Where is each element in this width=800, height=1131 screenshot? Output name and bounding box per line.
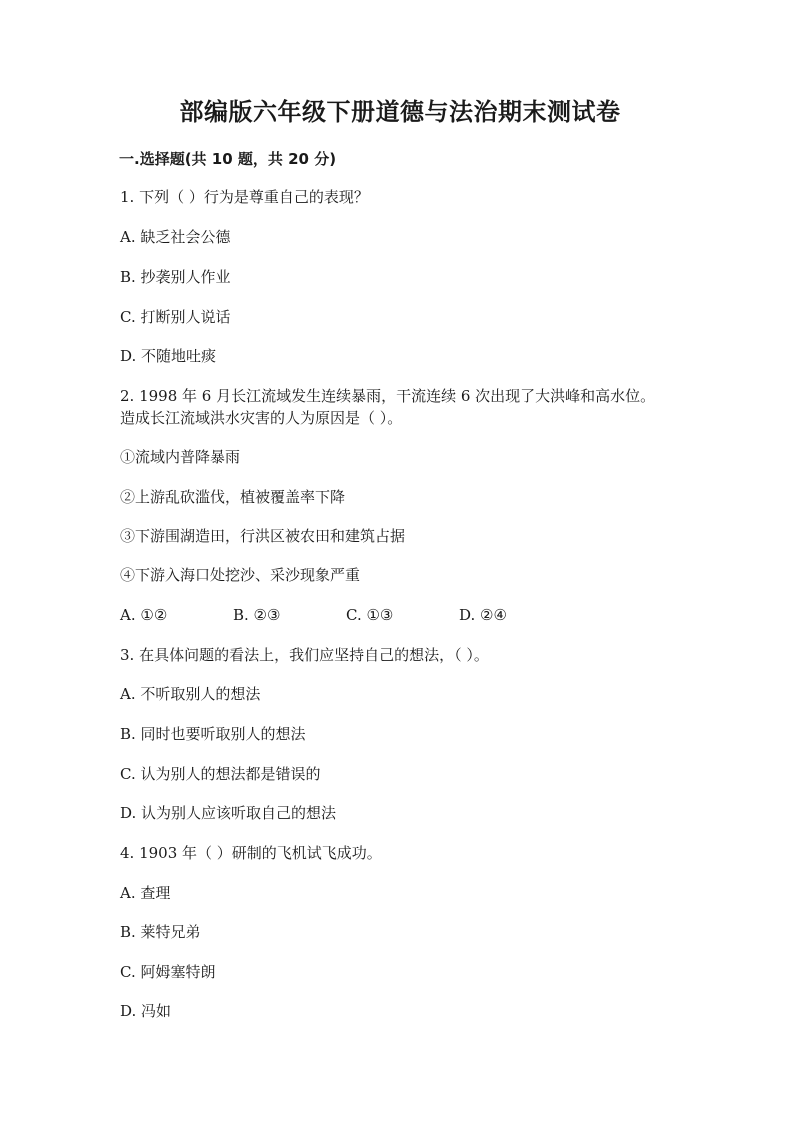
question-3-option-c: C. 认为别人的想法都是错误的 bbox=[120, 765, 321, 783]
question-4-option-b: B. 莱特兄弟 bbox=[120, 923, 201, 941]
question-3-option-a: A. 不听取别人的想法 bbox=[120, 685, 261, 703]
question-2-stem-line-2: 造成长江流域洪水灾害的人为原因是（ ）。 bbox=[120, 409, 403, 427]
question-2-statement-4: ④下游入海口处挖沙、采沙现象严重 bbox=[120, 566, 361, 584]
question-3-stem: 3. 在具体问题的看法上，我们应坚持自己的想法，（ ）。 bbox=[120, 646, 489, 664]
question-2-statement-3: ③下游围湖造田，行洪区被农田和建筑占据 bbox=[120, 527, 406, 545]
question-4-stem: 4. 1903 年（ ）研制的飞机试飞成功。 bbox=[120, 844, 382, 862]
question-1-option-b: B. 抄袭别人作业 bbox=[120, 268, 231, 286]
document-title: 部编版六年级下册道德与法治期末测试卷 bbox=[179, 98, 621, 126]
question-4-option-a: A. 查理 bbox=[120, 884, 171, 902]
question-2-stem-line-1: 2. 1998 年 6 月长江流域发生连续暴雨，干流连续 6 次出现了大洪峰和高水位。 bbox=[120, 387, 656, 405]
question-3-option-b: B. 同时也要听取别人的想法 bbox=[120, 725, 306, 743]
question-2-statement-2: ②上游乱砍滥伐，植被覆盖率下降 bbox=[120, 488, 346, 506]
section-heading: 一.选择题(共 10 题，共 20 分) bbox=[119, 150, 337, 168]
question-1-option-c: C. 打断别人说话 bbox=[120, 308, 231, 326]
question-1-stem: 1. 下列（ ）行为是尊重自己的表现？ bbox=[120, 188, 369, 206]
question-2-option-b: B. ②③ bbox=[233, 606, 281, 624]
question-3-option-d: D. 认为别人应该听取自己的想法 bbox=[120, 804, 337, 822]
question-4-option-d: D. 冯如 bbox=[120, 1002, 172, 1020]
question-2-option-c: C. ①③ bbox=[346, 606, 394, 624]
question-2-statement-1: ①流域内普降暴雨 bbox=[120, 448, 241, 466]
question-1-option-d: D. 不随地吐痰 bbox=[120, 347, 217, 365]
question-2-option-d: D. ②④ bbox=[459, 606, 507, 624]
question-2-option-a: A. ①② bbox=[120, 606, 168, 624]
question-1-option-a: A. 缺乏社会公德 bbox=[120, 228, 231, 246]
question-4-option-c: C. 阿姆塞特朗 bbox=[120, 963, 216, 981]
